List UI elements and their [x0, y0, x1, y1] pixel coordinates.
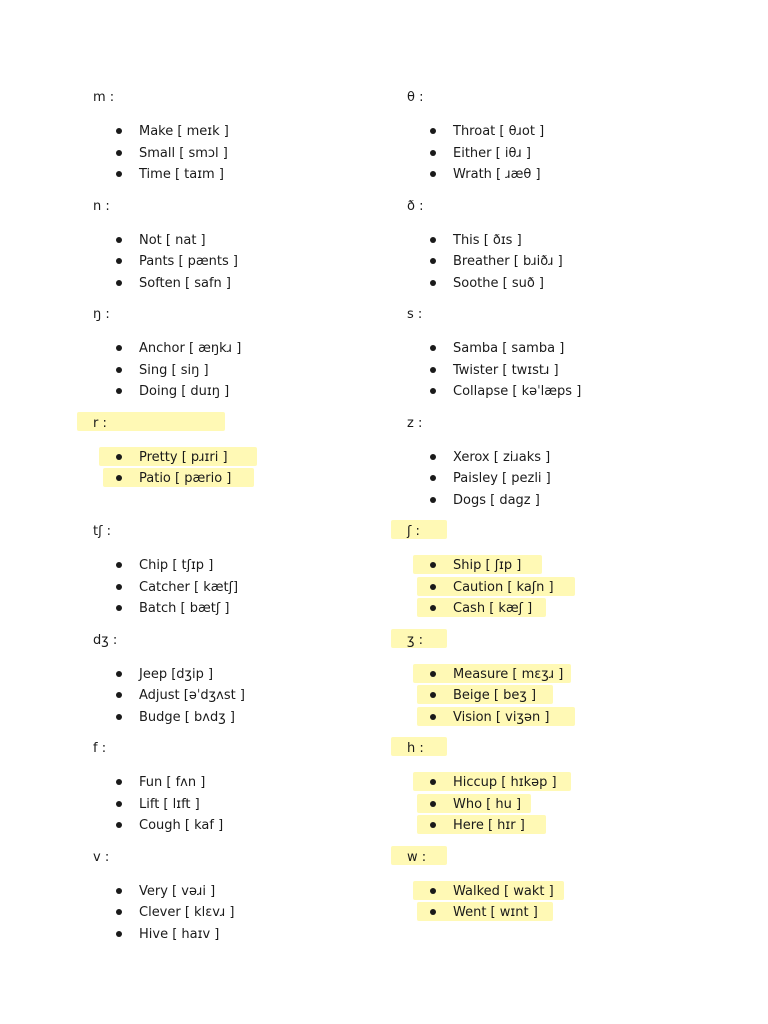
example-text: Chip [ tʃɪp ] [139, 558, 214, 573]
example-word [407, 253, 563, 275]
bullet-icon [430, 171, 436, 177]
example-word [93, 796, 223, 818]
example-word [407, 232, 563, 254]
phoneme-symbol: m : [93, 90, 115, 105]
phoneme-symbol: ʒ : [407, 632, 424, 648]
example-word [93, 449, 231, 471]
bullet-icon [430, 822, 436, 828]
sound-group [407, 629, 707, 738]
example-word [93, 774, 223, 796]
sound-group [93, 412, 393, 521]
bullet-icon [430, 801, 436, 807]
bullet-icon [430, 454, 436, 460]
bullet-icon [430, 475, 436, 481]
left-column [93, 86, 393, 954]
example-word [407, 600, 554, 622]
bullet-icon [116, 671, 122, 677]
sound-group [407, 195, 707, 304]
example-text: Beige [ beʒ ] [453, 688, 537, 703]
example-word [93, 557, 238, 579]
phoneme-symbol: r : [93, 415, 107, 431]
phoneme-heading [407, 198, 423, 215]
phoneme-symbol: v : [93, 849, 110, 865]
bullet-icon [116, 931, 122, 937]
bullet-icon [116, 909, 122, 915]
example-text: Breather [ bɹiðɹ ] [453, 254, 563, 269]
bullet-icon [116, 822, 122, 828]
phoneme-heading [93, 89, 114, 106]
example-text: Wrath [ ɹæθ ] [453, 167, 541, 182]
phoneme-symbol: w : [407, 849, 427, 865]
bullet-icon [430, 497, 436, 503]
example-text: Soften [ safn ] [139, 275, 231, 291]
phoneme-heading [407, 632, 423, 649]
bullet-icon [116, 801, 122, 807]
example-word [93, 166, 229, 188]
example-word [93, 275, 238, 297]
sound-group [93, 737, 393, 846]
example-text: Cash [ kæʃ ] [453, 601, 533, 616]
example-text: Throat [ θɹot ] [453, 124, 545, 139]
bullet-icon [116, 605, 122, 611]
example-word [407, 904, 554, 926]
bullet-icon [430, 605, 436, 611]
phoneme-heading [93, 523, 111, 540]
example-text: Pants [ pænts ] [139, 254, 238, 269]
sound-group [407, 412, 707, 521]
sound-group [407, 303, 707, 412]
example-text: Hive [ haɪv ] [139, 926, 220, 942]
bullet-icon [116, 367, 122, 373]
example-text: Either [ iθɹ ] [453, 145, 531, 161]
bullet-icon [430, 562, 436, 568]
example-list [93, 774, 223, 839]
bullet-icon [430, 888, 436, 894]
example-list [93, 232, 238, 297]
example-text: Batch [ bætʃ ] [139, 601, 230, 616]
example-word [407, 579, 554, 601]
bullet-icon [430, 345, 436, 351]
example-text: Vision [ viʒən ] [453, 709, 550, 725]
example-word [93, 883, 235, 905]
example-word [407, 666, 563, 688]
example-text: Patio [ pærio ] [139, 471, 232, 486]
example-word [407, 796, 557, 818]
example-word [93, 904, 235, 926]
sound-group [93, 195, 393, 304]
example-list [93, 883, 235, 948]
phoneme-heading [407, 306, 422, 323]
sound-group [93, 629, 393, 738]
bullet-icon [430, 258, 436, 264]
phoneme-symbol: θ : [407, 90, 424, 105]
example-text: Here [ hɪr ] [453, 818, 525, 833]
bullet-icon [430, 779, 436, 785]
example-text: Pretty [ pɹɪri ] [139, 449, 228, 465]
bullet-icon [430, 909, 436, 915]
phoneme-heading [93, 306, 110, 323]
example-text: Budge [ bʌdʒ ] [139, 709, 235, 725]
example-text: Collapse [ kəˈlæps ] [453, 384, 582, 399]
example-list [407, 557, 554, 622]
bullet-icon [116, 584, 122, 590]
phoneme-heading [407, 849, 426, 866]
example-text: Anchor [ æŋkɹ ] [139, 341, 242, 356]
example-text: This [ ðɪs ] [453, 232, 522, 248]
phoneme-symbol: s : [407, 307, 423, 322]
example-word [93, 579, 238, 601]
bullet-icon [116, 171, 122, 177]
example-word [93, 926, 235, 948]
example-word [407, 340, 581, 362]
phoneme-symbol: tʃ : [93, 524, 111, 539]
right-column [407, 86, 707, 954]
example-text: Small [ smɔl ] [139, 145, 228, 161]
example-word [93, 687, 245, 709]
bullet-icon [430, 388, 436, 394]
bullet-icon [116, 258, 122, 264]
example-word [93, 817, 223, 839]
bullet-icon [116, 237, 122, 243]
example-word [93, 600, 238, 622]
example-text: Not [ nat ] [139, 232, 206, 248]
example-text: Dogs [ dagz ] [453, 492, 540, 508]
example-text: Ship [ ʃɪp ] [453, 558, 522, 573]
example-text: Twister [ twɪstɹ ] [453, 362, 559, 378]
phoneme-heading [93, 632, 117, 649]
example-list [407, 666, 563, 731]
phoneme-symbol: ŋ : [93, 307, 110, 322]
example-list [93, 123, 229, 188]
phoneme-symbol: f : [93, 741, 107, 756]
bullet-icon [116, 454, 122, 460]
phoneme-symbol: ð : [407, 198, 424, 214]
bullet-icon [116, 150, 122, 156]
example-word [407, 449, 551, 471]
example-text: Adjust [əˈdʒʌst ] [139, 688, 245, 703]
example-text: Fun [ fʌn ] [139, 775, 206, 790]
bullet-icon [430, 128, 436, 134]
sound-group [407, 846, 707, 955]
example-word [93, 123, 229, 145]
bullet-icon [430, 671, 436, 677]
example-word [407, 275, 563, 297]
bullet-icon [430, 584, 436, 590]
example-text: Lift [ lɪft ] [139, 796, 200, 812]
example-word [407, 470, 551, 492]
example-list [407, 774, 557, 839]
example-text: Who [ hu ] [453, 796, 522, 812]
example-word [93, 232, 238, 254]
bullet-icon [116, 779, 122, 785]
bullet-icon [116, 128, 122, 134]
example-list [407, 449, 551, 514]
example-text: Doing [ duɪŋ ] [139, 384, 230, 399]
sound-group [93, 86, 393, 195]
example-word [407, 687, 563, 709]
example-text: Sing [ siŋ ] [139, 362, 209, 378]
phoneme-symbol: n : [93, 198, 110, 214]
example-list [407, 232, 563, 297]
phoneme-symbol: dʒ : [93, 632, 118, 648]
bullet-icon [430, 692, 436, 698]
example-word [93, 362, 241, 384]
example-list [93, 557, 238, 622]
phoneme-heading [407, 523, 420, 540]
phoneme-heading [407, 415, 422, 432]
example-word [407, 145, 544, 167]
example-word [93, 470, 231, 492]
example-list [407, 883, 554, 926]
example-list [407, 340, 581, 405]
example-word [407, 709, 563, 731]
phoneme-heading [93, 849, 109, 866]
phoneme-symbol: z : [407, 415, 423, 431]
phoneme-symbol: ʃ : [407, 524, 420, 539]
bullet-icon [430, 237, 436, 243]
example-word [93, 383, 241, 405]
example-text: Soothe [ suð ] [453, 275, 544, 291]
example-text: Walked [ wakt ] [453, 883, 554, 899]
example-text: Very [ vəɹi ] [139, 883, 216, 899]
sound-group [407, 86, 707, 195]
bullet-icon [430, 150, 436, 156]
bullet-icon [116, 714, 122, 720]
example-word [93, 340, 241, 362]
phoneme-symbol: h : [407, 741, 424, 756]
phoneme-heading [93, 415, 107, 432]
example-word [93, 666, 245, 688]
example-text: Make [ meɪk ] [139, 124, 229, 139]
example-word [407, 492, 551, 514]
example-text: Measure [ mɛʒɹ ] [453, 666, 564, 682]
bullet-icon [430, 714, 436, 720]
bullet-icon [430, 367, 436, 373]
example-text: Cough [ kaf ] [139, 818, 224, 833]
sound-group [93, 846, 393, 955]
phoneme-heading [407, 89, 423, 106]
bullet-icon [116, 475, 122, 481]
bullet-icon [430, 280, 436, 286]
phoneme-heading [93, 198, 110, 215]
phoneme-heading [93, 740, 106, 757]
example-text: Xerox [ ziɹaks ] [453, 449, 551, 465]
example-text: Samba [ samba ] [453, 341, 565, 356]
sound-group [407, 520, 707, 629]
example-word [93, 145, 229, 167]
example-word [93, 253, 238, 275]
example-word [407, 383, 581, 405]
example-word [93, 709, 245, 731]
example-word [407, 774, 557, 796]
sound-group [407, 737, 707, 846]
sound-group [93, 303, 393, 412]
example-list [93, 666, 245, 731]
example-word [407, 166, 544, 188]
example-text: Went [ wɪnt ] [453, 905, 538, 920]
phoneme-heading [407, 740, 424, 757]
sound-group [93, 520, 393, 629]
example-text: Clever [ klɛvɹ ] [139, 905, 235, 920]
bullet-icon [116, 388, 122, 394]
bullet-icon [116, 888, 122, 894]
example-text: Jeep [dʒip ] [139, 666, 214, 682]
example-word [407, 817, 557, 839]
example-list [93, 340, 241, 405]
example-text: Hiccup [ hɪkəp ] [453, 775, 557, 790]
bullet-icon [116, 692, 122, 698]
example-word [407, 883, 554, 905]
example-text: Paisley [ pezli ] [453, 471, 551, 486]
bullet-icon [116, 345, 122, 351]
example-list [93, 449, 231, 492]
example-text: Catcher [ kætʃ] [139, 579, 239, 595]
example-text: Time [ taɪm ] [139, 167, 224, 182]
example-word [407, 362, 581, 384]
example-text: Caution [ kaʃn ] [453, 579, 554, 595]
bullet-icon [116, 562, 122, 568]
bullet-icon [116, 280, 122, 286]
example-list [407, 123, 544, 188]
example-word [407, 123, 544, 145]
example-word [407, 557, 554, 579]
